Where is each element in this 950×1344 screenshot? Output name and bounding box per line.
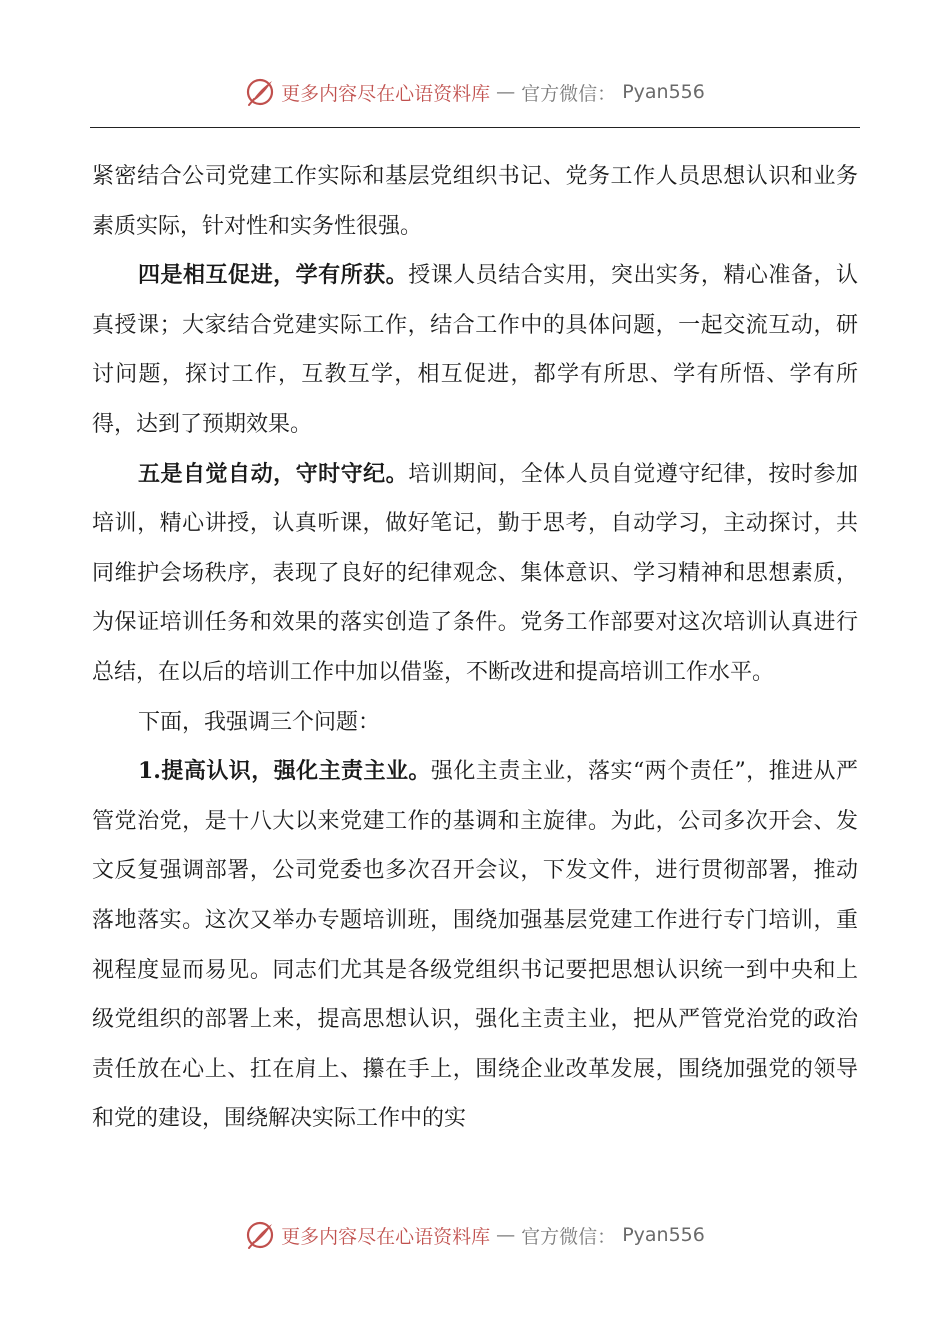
header-divider [90,127,860,128]
watermark-brand [245,77,705,107]
paragraph-2 [92,251,858,449]
paragraph-text: 培训期间，全体人员自觉遵守纪律，按时参加培训，精心讲授，认真听课，做好笔记，勤于思考，自动学习，主动探讨，共同维护会场秩序，表现了良好的纪律观念、集体意识、学习精神和思想素质，为保证培训任务和效果的落实创造了条件。党务工作部要对这次培训认真进行总结，在以后的培训工作中加以借鉴，不断改进和提高培训工作水平。 [92,461,858,685]
watermark-brand-text: 更多内容尽在心语资料库 [281,82,491,105]
footer-watermark [0,1210,950,1260]
watermark-brand [245,1220,705,1250]
paragraph-text: 紧密结合公司党建工作实际和基层党组织书记、党务工作人员思想认识和业务素质实际，针对性和实务性很强。 [92,164,858,239]
header-watermark [0,67,950,117]
paragraph-lead: 1.提高认识，强化主责主业。 [138,758,431,785]
watermark-dash: — [496,1224,516,1246]
paragraph-lead: 四是相互促进，学有所获。 [138,262,409,289]
watermark-brand-text: 更多内容尽在心语资料库 [281,1225,491,1248]
paragraph-text: 下面，我强调三个问题： [138,709,381,735]
watermark-contact-label: 官方微信： [521,1225,617,1248]
quill-logo-icon [245,1220,275,1250]
watermark-contact-label: 官方微信： [521,82,617,105]
watermark-contact-id: Pyan556 [622,81,705,103]
paragraph-5 [92,747,858,1144]
paragraph-3 [92,450,858,698]
quill-logo-icon [245,77,275,107]
watermark-dash: — [496,81,516,103]
paragraph-text: 强化主责主业，落实“两个责任”，推进从严管党治党，是十八大以来党建工作的基调和主旋律。为此，公司多次开会、发文反复强调部署，公司党委也多次召开会议，下发文件，进行贯彻部署，推动落地落实。这次又举办专题培训班，围绕加强基层党建工作进行专门培训，重视程度显而易见。同志们尤其是各级党组织书记要把思想认识统一到中央和上级党组织的部署上来，提高思想认识，强化主责主业，把从严管党治党的政治责任放在心上、扛在肩上、攥在手上，围绕企业改革发展，围绕加强党的领导和党的建设，围绕解决实际工作中的实 [92,759,858,1132]
document-body [92,152,858,1144]
watermark-contact-id: Pyan556 [622,1224,705,1246]
paragraph-4 [92,698,858,748]
paragraph-1 [92,152,858,251]
paragraph-text: 授课人员结合实用，突出实务，精心准备，认真授课；大家结合党建实际工作，结合工作中的具体问题，一起交流互动，研讨问题，探讨工作，互教互学，相互促进，都学有所思、学有所悟、学有所得，达到了预期效果。 [92,263,858,437]
paragraph-lead: 五是自觉自动，守时守纪。 [138,460,409,487]
